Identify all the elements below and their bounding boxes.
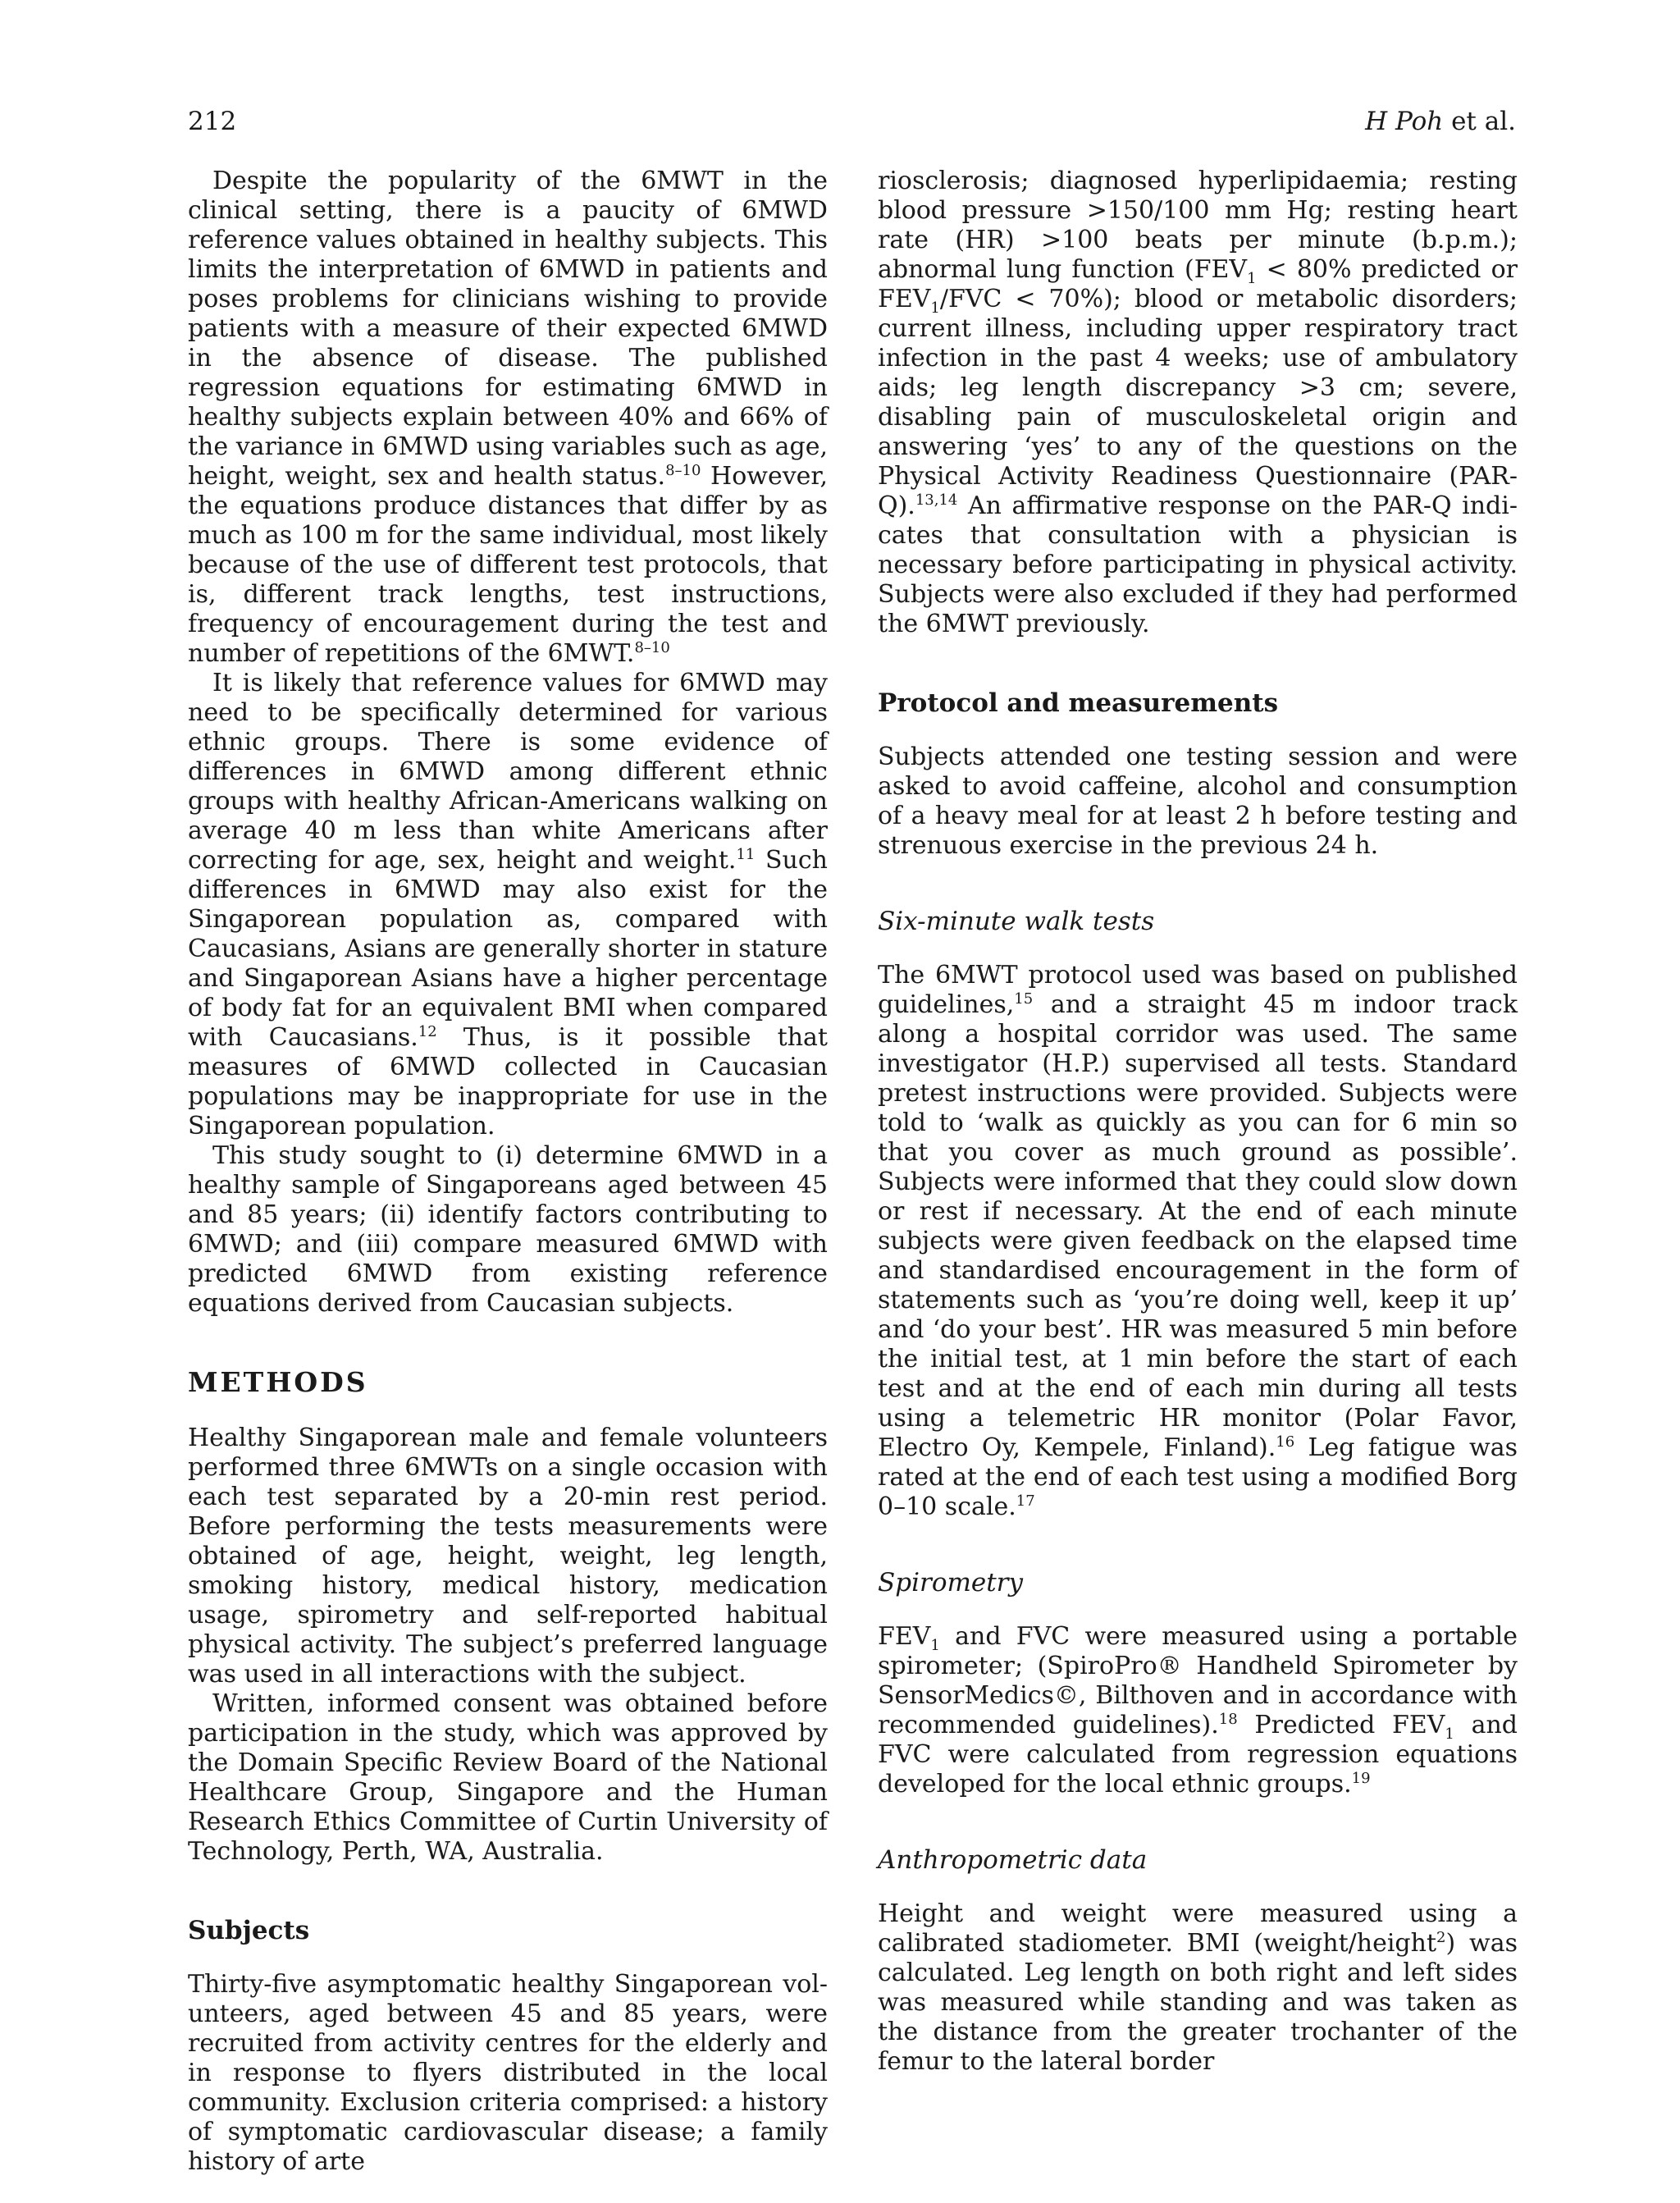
citation: 18 [1218,1711,1238,1728]
subjects-paragraph-continued: riosclerosis; diagnosed hyperlipidaemia; resting blood pressure >150/100 mm Hg; resting heart rate (HR) >100 beats per minute (b.p.m.); abnormal lung function ($FEV_1 < 80\%$ predicted or $FEV_1$/FVC < 70%); blood or metabolic disorders; current illness, including upper respiratory tract infection in the past 4 weeks; use of ambulatory aids; leg length discrepancy >3 cm; severe, disabling pain of musculoskeletal origin and answering ‘yes’ to any of the questions on the Physical Activity Readiness Questionnaire (PAR-Q).$^{13,14}$ An affirmative response on the PAR-Q indicates that consultation with a physician is necessary before participating in physical activity. Subjects were also excluded if they had performed the 6MWT previously. [878,167,1518,638]
intro-paragraph-1: Despite the popularity of the 6MWT in the clinical setting, there is a paucity of 6MWD reference values obtained in healthy subjects. This limits the interpretation of 6MWD in patients and poses problems for clinicians wishing to provide patients with a measure of their expected 6MWD in the absence of disease. The published regression equations for estimating 6MWD in healthy subjects explain between 40% and 66% of the variance in 6MWD using variables such as age, height, weight, sex and health status.$^{8-10}$ However, the equations produce distances that differ by as much as 100 m for the same individual, most likely because of the use of different test protocols, that is, different track lengths, test instructions, frequency of encouragement during the test and number of repetitions of the 6MWT.$^{8-10}$ [188,167,828,668]
intro-paragraph-3: This study sought to (i) determine 6MWD in a healthy sample of Singaporeans aged between 45 and 85 years; (ii) identify factors contributing to 6MWD; and (iii) compare measured 6MWD with predicted 6MWD from existing reference equations derived from Caucasian subjects. [188,1141,828,1318]
methods-paragraph-1: Healthy Singaporean male and female volunteers performed three 6MWTs on a single occasion with each test separated by a 20-min rest period. Before performing the tests measurements were obtained of age, height, weight, leg length, smoking history, medical history, medication usage, spirometry and self-reported habitual physical activity. The subject’s preferred language was used in all interactions with the subject. [188,1424,828,1689]
citation: 15 [1014,990,1034,1008]
subjects-heading: Subjects [188,1916,310,1945]
spirometry-heading: Spirometry [878,1568,1024,1597]
protocol-heading: Protocol and measurements [878,688,1279,718]
running-head-author: H Poh [1365,107,1444,136]
right-column [878,167,1518,2077]
methods-heading: METHODS [188,1366,368,1398]
citation: 12 [418,1023,437,1040]
six-minute-walk-paragraph: The 6MWT protocol used was based on published guidelines,$^{15}$ and a straight 45 m indoor track along a hospital corridor was used. The same investigator (H.P.) supervised all tests. Standard pretest instructions were provided. Subjects were told to ‘walk as quickly as you can for 6 min so that you cover as much ground as possible’. Subjects were informed that they could slow down or rest if necessary. At the end of each minute subjects were given feedback on the elapsed time and standardised encouragement in the form of statements such as ‘you’re doing well, keep it up’ and ‘do your best’. HR was measured 5 min before the initial test, at 1 min before the start of each test and at the end of each min during all tests using a telemetric HR monitor (Polar Favor, Electro Oy, Kempele, Finland).$^{16}$ Leg fatigue was rated at the end of each test using a modified Borg 0–10 scale.$^{17}$ [878,961,1518,1521]
citation: 16 [1276,1433,1295,1451]
protocol-paragraph: Subjects attended one testing session and were asked to avoid caffeine, alcohol and consumption of a heavy meal for at least 2 h before testing and strenuous exercise in the previous 24 h. [878,743,1518,860]
page-number: 212 [188,107,237,136]
citation: 8–10 [634,639,670,656]
left-column [188,167,828,2177]
citation: 11 [736,846,756,863]
subjects-paragraph: Thirty-five asymptomatic healthy Singaporean volunteers, aged between 45 and 85 years, were recruited from activity centres for the elderly and in response to flyers distributed in the local community. Exclusion criteria comprised: a history of symptomatic cardiovascular disease; a family history of arte [188,1970,828,2176]
citation: 17 [1016,1492,1035,1510]
spirometry-paragraph: $FEV_1$ and FVC were measured using a portable spirometer; (SpiroPro® Handheld Spirometer by SensorMedics©, Bilthoven and in accordance with recommended guidelines).$^{18}$ Predicted $FEV_1$ and FVC were calculated from regression equations developed for the local ethnic groups.$^{19}$ [878,1622,1518,1799]
anthropometric-paragraph: Height and weight were measured using a calibrated stadiometer. BMI (weight/height$^2$) was calculated. Leg length on both right and left sides was measured while standing and was taken as the distance from the greater trochanter of the femur to the lateral border [878,1899,1518,2076]
six-minute-walk-heading: Six-minute walk tests [878,907,1155,936]
intro-paragraph-2: It is likely that reference values for 6MWD may need to be specifically determined for various ethnic groups. There is some evidence of differences in 6MWD among different ethnic groups with healthy African-Americans walking on average 40 m less than white Americans after correcting for age, sex, height and weight.$^{11}$ Such differences in 6MWD may also exist for the Singaporean population as, compared with Caucasians, Asians are generally shorter in stature and Singaporean Asians have a higher percentage of body fat for an equivalent BMI when compared with Caucasians.$^{12}$ Thus, is it possible that measures of 6MWD collected in Caucasian populations may be inappropriate for use in the Singaporean population. [188,669,828,1140]
running-head-suffix: et al. [1443,107,1516,136]
citation: 13,14 [915,491,958,509]
citation: 8–10 [665,462,701,479]
anthropometric-heading: Anthropometric data [878,1845,1148,1875]
citation: 19 [1351,1770,1371,1787]
methods-paragraph-2: Written, informed consent was obtained before participation in the study, which was approved by the Domain Specific Review Board of the National Healthcare Group, Singapore and the Human Research Ethics Committee of Curtin University of Technology, Perth, WA, Australia. [188,1689,828,1866]
running-head [1365,107,1516,136]
